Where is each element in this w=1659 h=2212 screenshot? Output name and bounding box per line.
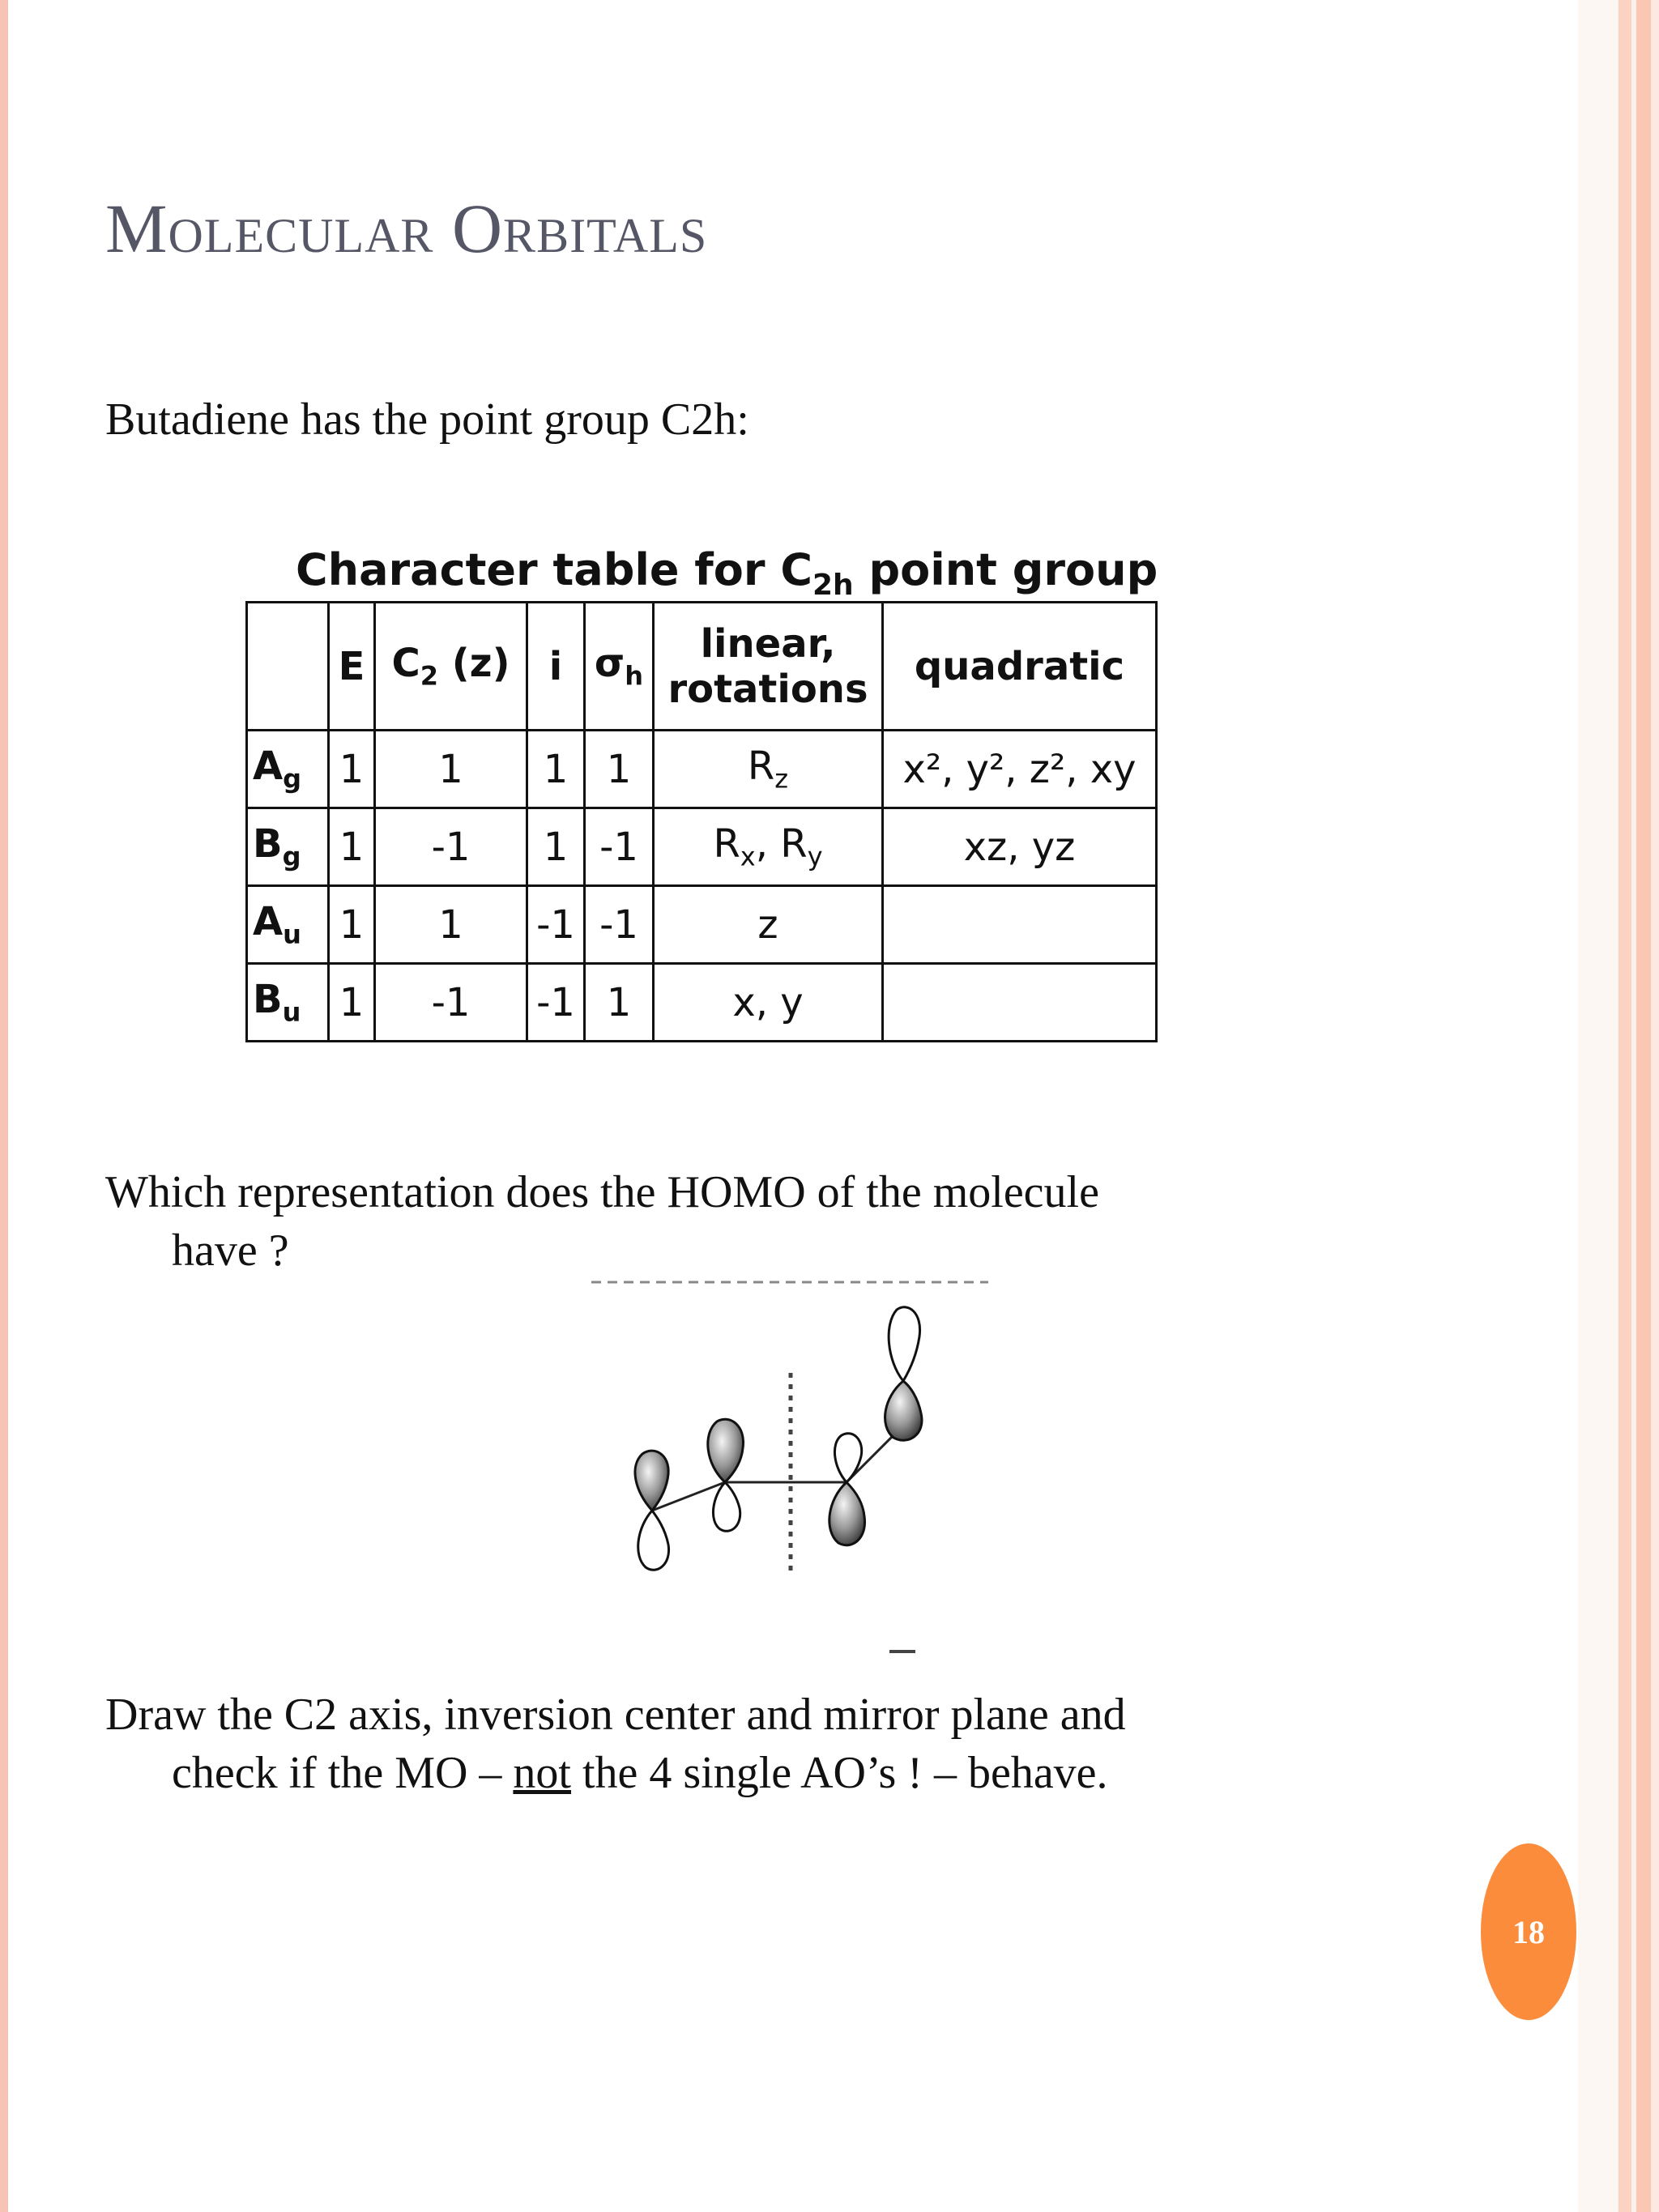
- slide-title: Molecular Orbitals: [105, 190, 708, 267]
- intro-text: Butadiene has the point group C2h:: [105, 394, 749, 445]
- char-C2: 1: [375, 886, 527, 964]
- char-sigma-h: 1: [585, 964, 654, 1042]
- irrep-label: $B_g$: [247, 808, 329, 886]
- linear-functions: z: [654, 886, 883, 964]
- quadratic-functions: [883, 886, 1157, 964]
- carbon-skeleton: [652, 1426, 903, 1511]
- linear-functions: x, y: [654, 964, 883, 1042]
- table-row: [247, 886, 1157, 964]
- header-blank: [247, 603, 329, 731]
- header-C2: $C_2$ (z): [375, 603, 527, 731]
- char-E: 1: [329, 731, 375, 808]
- irrep-label: $B_u$: [247, 964, 329, 1042]
- header-E: E: [329, 603, 375, 731]
- char-C2: -1: [375, 808, 527, 886]
- char-E: 1: [329, 964, 375, 1042]
- linear-functions: $R_x$, $R_y$: [654, 808, 883, 886]
- character-table: [245, 601, 1158, 1042]
- irrep-label: $A_u$: [247, 886, 329, 964]
- instruction-text: Draw the C2 axis, inversion center and mirror plane and check if the MO – not the 4 single AO’s ! – behave.: [105, 1690, 1126, 1798]
- quadratic-functions: xz, yz: [883, 808, 1157, 886]
- char-C2: -1: [375, 964, 527, 1042]
- p-orbital-4: [885, 1307, 922, 1440]
- table-header-row: [247, 603, 1157, 731]
- char-i: -1: [527, 964, 585, 1042]
- quadratic-functions: [883, 964, 1157, 1042]
- page-number-badge: [1481, 1843, 1576, 2020]
- slide-right-border: [1578, 0, 1659, 2212]
- header-sigma-h: $\sigma_h$: [585, 603, 654, 731]
- table-row: [247, 808, 1157, 886]
- slide-left-border: [0, 0, 8, 2212]
- linear-functions: $R_z$: [654, 731, 883, 808]
- char-E: 1: [329, 886, 375, 964]
- char-C2: 1: [375, 731, 527, 808]
- p-orbital-2: [708, 1419, 744, 1531]
- char-i: 1: [527, 731, 585, 808]
- p-orbital-1: [635, 1451, 669, 1570]
- table-row: [247, 964, 1157, 1042]
- header-i: i: [527, 603, 585, 731]
- char-sigma-h: -1: [585, 886, 654, 964]
- char-sigma-h: 1: [585, 731, 654, 808]
- p-orbital-3: [830, 1434, 865, 1545]
- table-row: [247, 731, 1157, 808]
- char-E: 1: [329, 808, 375, 886]
- char-sigma-h: -1: [585, 808, 654, 886]
- header-linear-rotations: linear, rotations: [654, 603, 883, 731]
- irrep-label: $A_g$: [247, 731, 329, 808]
- header-quadratic: quadratic: [883, 603, 1157, 731]
- char-i: -1: [527, 886, 585, 964]
- page-number: 18: [1512, 1913, 1545, 1950]
- question-text: Which representation does the HOMO of the molecule have ?: [105, 1167, 1099, 1276]
- homo-orbital-diagram: [583, 1268, 1004, 1673]
- quadratic-functions: x², y², z², xy: [883, 731, 1157, 808]
- table-caption: Character table for $C_{2h}$ point group: [296, 544, 1158, 602]
- char-i: 1: [527, 808, 585, 886]
